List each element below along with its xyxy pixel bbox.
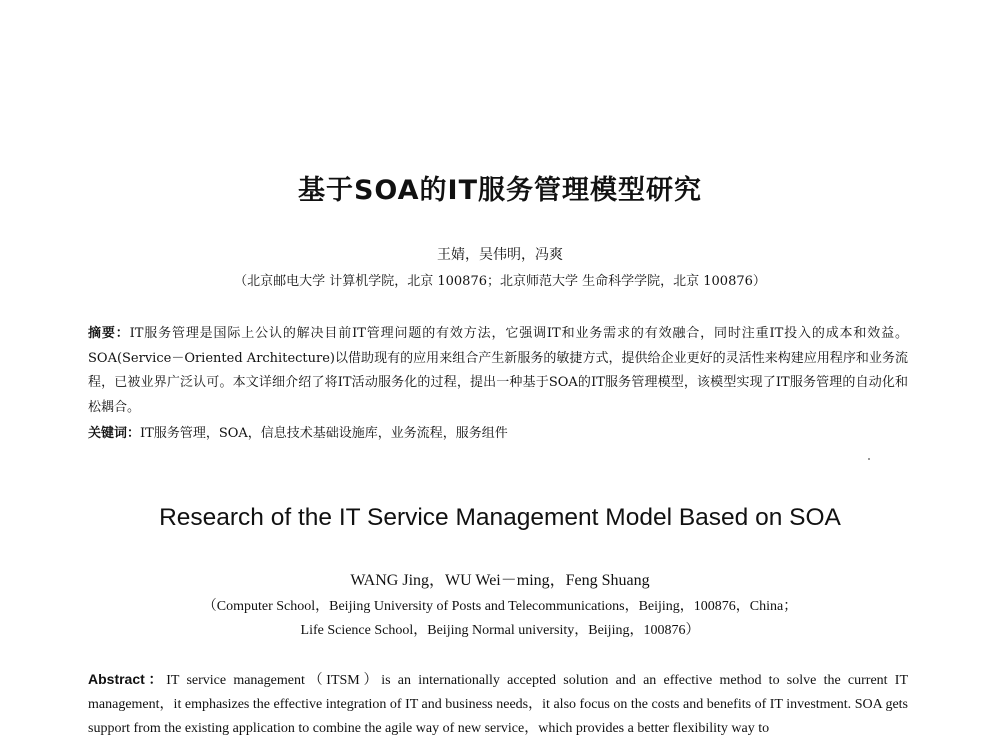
english-title: Research of the IT Service Management Model Based on SOA: [159, 504, 841, 531]
chinese-authors: 王婧，吴伟明，冯爽: [437, 247, 563, 263]
scan-speck: [868, 458, 870, 460]
chinese-abstract-text: IT服务管理是国际上公认的解决目前IT管理问题的有效方法，它强调IT和业务需求的有效融合，同时注重IT投入的成本和效益。SOA(Service－Oriented Architecture)以借助现有的应用来组合产生新服务的敏捷方式，提供给企业更好的灵活性来构建应用程序和业务流程，已被业界广泛认可。本文详细介绍了将IT活动服务化的过程，提出一种基于SOA的IT服务管理模型，该模型实现了IT服务管理的自动化和松耦合。: [88, 326, 908, 415]
chinese-affiliation: （北京邮电大学 计算机学院，北京 100876；北京师范大学 生命科学学院，北京 100876）: [234, 274, 766, 289]
english-affiliation-line1: （Computer School，Beijing University of Posts and Telecommunications，Beijing，100876，China；: [202, 599, 798, 614]
english-abstract-label: Abstract：: [88, 671, 167, 687]
chinese-keywords-label: 关键词：: [88, 426, 141, 441]
english-affiliation-line2: Life Science School，Beijing Normal university，Beijing，100876）: [300, 623, 700, 638]
english-abstract: [88, 667, 908, 741]
chinese-keywords-text: IT服务管理，SOA，信息技术基础设施库，业务流程，服务组件: [140, 426, 508, 441]
chinese-abstract-label: 摘要：: [88, 326, 130, 341]
english-authors: WANG Jing，WU Wei－ming，Feng Shuang: [350, 572, 650, 589]
chinese-keywords: [88, 424, 908, 444]
english-abstract-text: IT service management（ITSM）is an internationally accepted solution and an effective method to solve the current IT management，it emphasizes the effective integration of IT and business needs，it also focus on the costs and benefits of IT investment. SOA gets support from the existing application to combine the agile way of new service，which provides a better flexibility way to: [88, 673, 909, 736]
chinese-abstract: [88, 322, 908, 420]
chinese-title: 基于SOA的IT服务管理模型研究: [297, 175, 703, 206]
